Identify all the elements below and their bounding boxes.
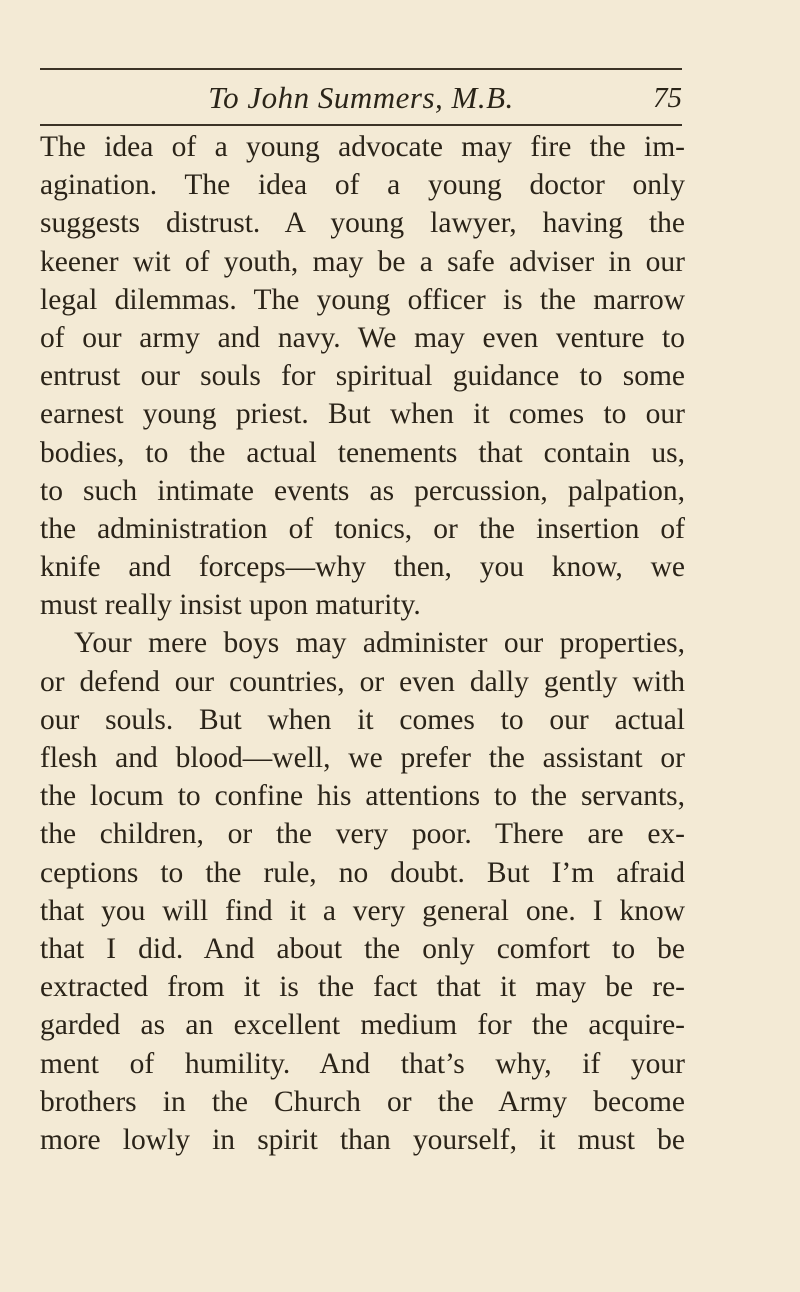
text-line: that you will find it a very general one. I know bbox=[40, 894, 685, 927]
text-line: more lowly in spirit than yourself, it must be bbox=[40, 1123, 685, 1156]
text-line: to such intimate events as percussion, palpation, bbox=[40, 474, 685, 507]
text-line: knife and forceps—why then, you know, we bbox=[40, 551, 685, 584]
text-line: Your mere boys may administer our properties, bbox=[74, 627, 685, 660]
text-line: of our army and navy. We may even venture to bbox=[40, 321, 685, 354]
text-line: earnest young priest. But when it comes to our bbox=[40, 398, 685, 431]
text-line: keener wit of youth, may be a safe adviser in our bbox=[40, 245, 685, 278]
text-line: must really insist upon maturity. bbox=[40, 589, 421, 622]
text-line: that I did. And about the only comfort to be bbox=[40, 932, 685, 965]
body-text bbox=[40, 128, 685, 1159]
text-line: the locum to confine his attentions to the servants, bbox=[40, 780, 685, 813]
text-line: suggests distrust. A young lawyer, having the bbox=[40, 207, 685, 240]
text-line: our souls. But when it comes to our actual bbox=[40, 703, 685, 736]
text-line: brothers in the Church or the Army become bbox=[40, 1085, 685, 1118]
text-line: entrust our souls for spiritual guidance to some bbox=[40, 360, 685, 393]
running-title: To John Summers, M.B. bbox=[208, 80, 514, 115]
text-line: extracted from it is the fact that it may be re- bbox=[40, 971, 685, 1004]
text-line: ment of humility. And that’s why, if your bbox=[40, 1047, 685, 1080]
text-line: bodies, to the actual tenements that contain us, bbox=[40, 436, 685, 469]
text-line: The idea of a young advocate may fire the im- bbox=[40, 131, 685, 163]
text-line: the children, or the very poor. There are ex- bbox=[40, 818, 685, 851]
text-line: or defend our countries, or even dally gently with bbox=[40, 665, 685, 698]
text-line: ceptions to the rule, no doubt. But I’m afraid bbox=[40, 856, 685, 889]
text-line: the administration of tonics, or the insertion of bbox=[40, 512, 685, 545]
text-line: agination. The idea of a young doctor only bbox=[40, 169, 685, 202]
page-number: 75 bbox=[653, 82, 682, 114]
header-top-rule bbox=[40, 68, 682, 70]
text-line: legal dilemmas. The young officer is the marrow bbox=[40, 283, 685, 316]
text-line: garded as an excellent medium for the acquire- bbox=[40, 1009, 685, 1042]
header-bottom-rule bbox=[40, 124, 682, 126]
text-line: flesh and blood—well, we prefer the assistant or bbox=[40, 742, 685, 774]
running-head bbox=[40, 74, 682, 122]
